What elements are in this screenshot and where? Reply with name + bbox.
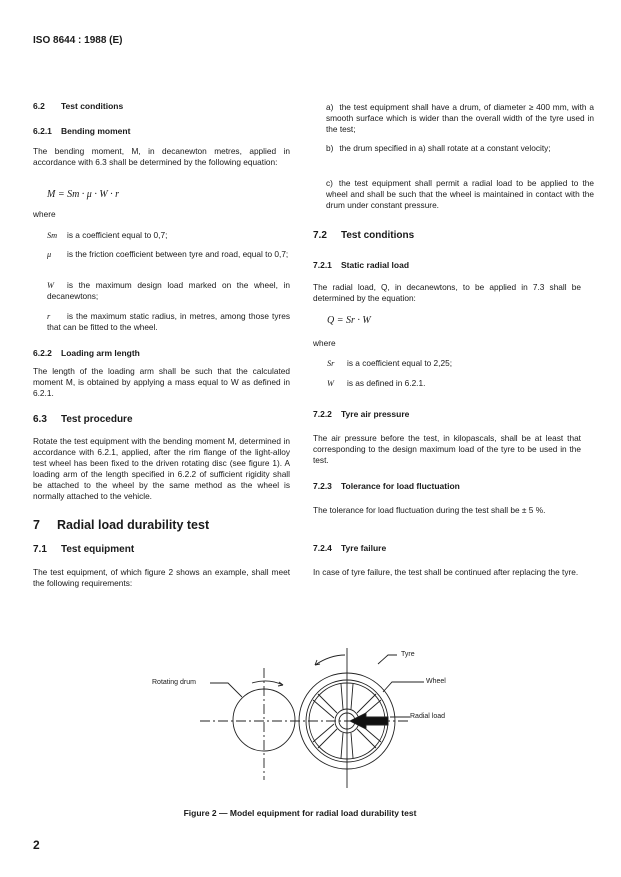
leader-wheel: [383, 682, 424, 692]
paragraph-7-2-4: In case of tyre failure, the test shall be continued after replacing the tyre.: [313, 567, 579, 577]
tyre-rotation-arrow: [315, 655, 345, 665]
drum-rotation-arrow: [252, 681, 283, 685]
definition-sm: Sm is a coefficient equal to 0,7;: [47, 230, 168, 240]
definition-w-right: W is as defined in 6.2.1.: [327, 378, 426, 388]
paragraph-7-2-2: The air pressure before the test, in kilopascals, shall be at least that corresponding to the design maximum load of the tyre to be used in the test.: [313, 433, 581, 465]
requirement-c: c) the test equipment shall permit a radial load to be applied to the wheel and shall be such that the wheel is maintained in contact with the drum under constant pressure.: [326, 178, 594, 210]
heading-7-2-1: 7.2.1 Static radial load: [313, 260, 410, 270]
page-header: ISO 8644 : 1988 (E): [33, 35, 123, 46]
heading-7-2-4: 7.2.4 Tyre failure: [313, 543, 387, 553]
heading-6-2-2: 6.2.2 Loading arm length: [33, 348, 140, 358]
heading-7-1: 7.1 Test equipment: [33, 544, 135, 555]
equation-bending-moment: M = Sm · μ · W · r: [47, 189, 120, 200]
where-label-right: where: [313, 338, 336, 348]
paragraph-6-3: Rotate the test equipment with the bending moment M, determined in accordance with 6.2.1, applied, after the rim flange of the light-alloy test wheel has been fixed to the driven rotating disc (see figure 1). A loading arm of the length specified in 6.2.2 of sufficient rigidity shall be attached to the wheel by the same method as the wheel is normally attached to the vehicle.: [33, 436, 290, 501]
heading-7-2: 7.2 Test conditions: [313, 230, 415, 241]
radial-load-arrow: [350, 713, 388, 729]
label-wheel: Wheel: [426, 678, 446, 685]
page-number: 2: [33, 838, 40, 852]
definition-r: r is the maximum static radius, in metres, among those tyres that can be fitted to the wheel.: [47, 311, 290, 332]
definition-sr: Sr is a coefficient equal to 2,25;: [327, 358, 453, 368]
definition-w: W is the maximum design load marked on the wheel, in decanewtons;: [47, 280, 290, 301]
heading-7-2-3: 7.2.3 Tolerance for load fluctuation: [313, 481, 460, 491]
heading-6-3: 6.3 Test procedure: [33, 414, 133, 425]
heading-6-2-1: 6.2.1 Bending moment: [33, 126, 131, 136]
heading-6-2: 6.2 Test conditions: [33, 101, 124, 111]
label-rotating-drum: Rotating drum: [152, 679, 196, 686]
leader-rotating-drum: [210, 683, 242, 697]
paragraph-7-2-3: The tolerance for load fluctuation during the test shall be ± 5 %.: [313, 505, 546, 515]
requirement-a: a) the test equipment shall have a drum, of diameter ≥ 400 mm, with a smooth surface which is wider than the overall width of the tyre used in the test;: [326, 102, 594, 134]
paragraph-7-2-1: The radial load, Q, in decanewtons, to be applied in 7.3 shall be determined by the equation:: [313, 282, 581, 303]
label-radial-load: Radial load: [410, 713, 446, 720]
paragraph-6-2-1: The bending moment, M, in decanewton metres, applied in accordance with 6.3 shall be determined by the following equation:: [33, 146, 290, 167]
leader-tyre: [378, 655, 397, 664]
where-label: where: [33, 209, 56, 219]
figure-caption: Figure 2 — Model equipment for radial load durability test: [183, 808, 417, 818]
heading-7-2-2: 7.2.2 Tyre air pressure: [313, 409, 410, 419]
paragraph-7-1: The test equipment, of which figure 2 shows an example, shall meet the following requirements:: [33, 567, 290, 588]
definition-mu: μ is the friction coefficient between tyre and road, equal to 0,7;: [47, 249, 289, 259]
equation-radial-load: Q = Sr · W: [327, 315, 371, 326]
paragraph-6-2-2: The length of the loading arm shall be such that the calculated moment M, is obtained by applying a mass equal to W as defined in 6.2.1.: [33, 366, 290, 398]
requirement-b: b) the drum specified in a) shall rotate at a constant velocity;: [326, 143, 551, 153]
heading-7: 7 Radial load durability test: [33, 518, 210, 532]
label-tyre: Tyre: [401, 651, 415, 658]
